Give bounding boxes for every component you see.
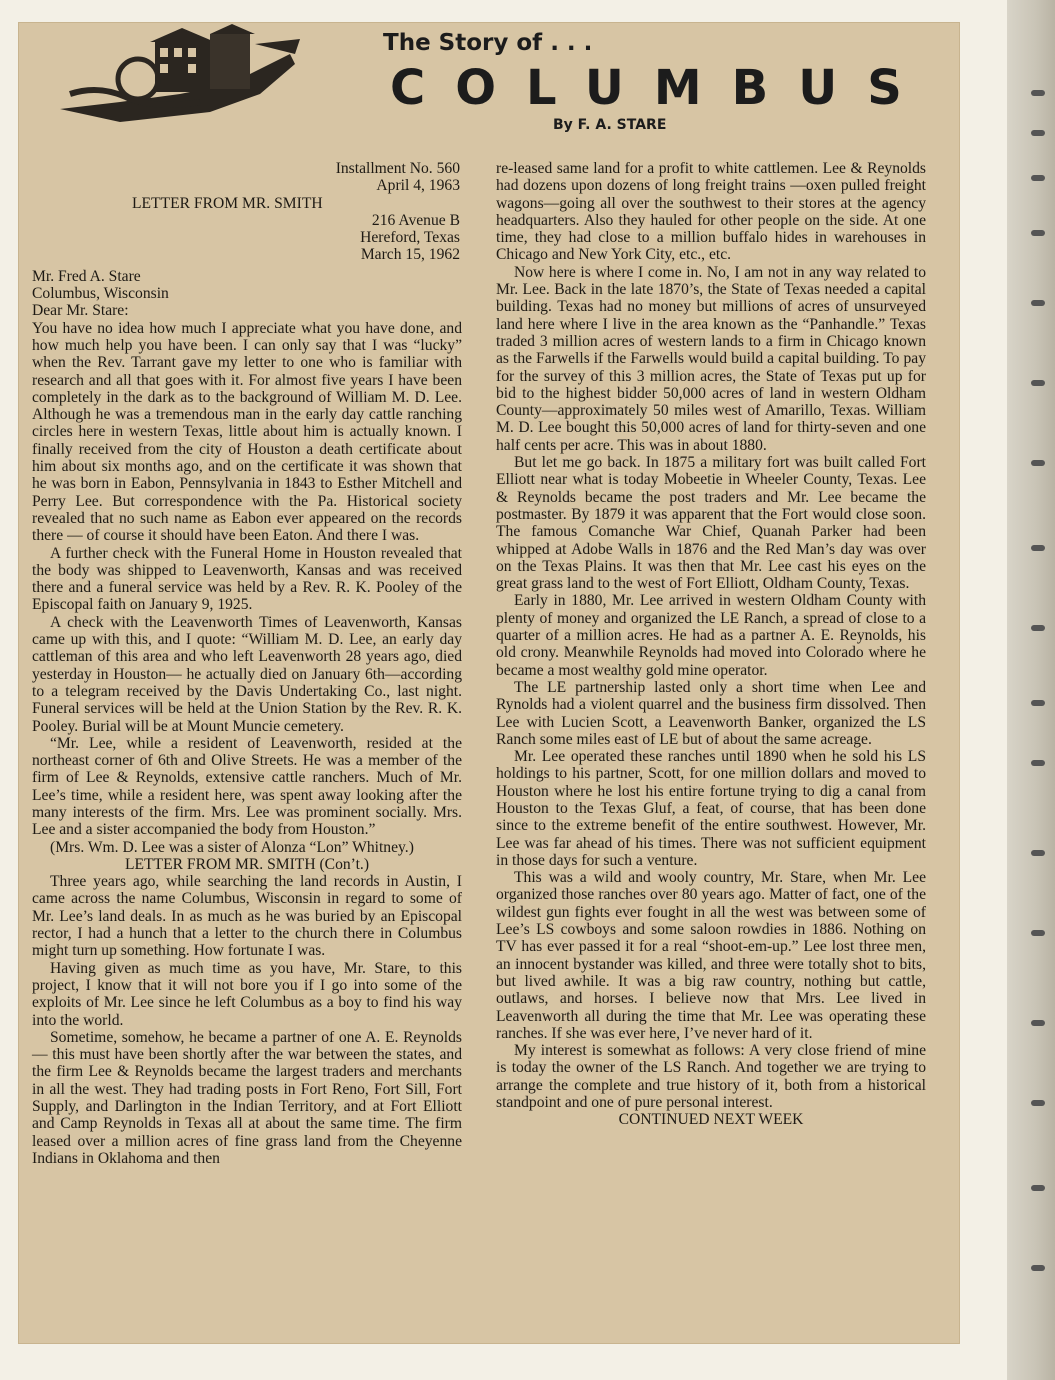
paragraph: “Mr. Lee, while a resident of Leavenworth, resided at the northeast corner of 6th and Olive Streets. He was a member of the firm of Lee & Reynolds, extensive cattle ranchers. Much of Mr. Lee’s time, while a resident here, was spent away looking after the many interests of the firm. Mrs. Lee was prominent socially. Mrs. Lee and a sister accompanied the body from Houston.” <box>32 734 462 839</box>
paragraph: But let me go back. In 1875 a military fort was built called Fort Elliott near what is today Mobeetie in Wheeler County, Texas. Lee & Reynolds became the post traders and Mr. Lee became the postmaster. By 1879 it was apparent that the Fort would close soon. The famous Comanche War Chief, Quanah Parker had been whipped at Adobe Walls in 1876 and the Red Man’s day was over on the Texas Plains. It was then that Mr. Lee cast his eyes on the great grass land to the west of Fort Elliott, Oldham County, Texas. <box>496 454 926 593</box>
binder-edge <box>1007 0 1055 1380</box>
paragraph: re-leased same land for a profit to white cattlemen. Lee & Reynolds had dozens upon dozens of long freight trains —oxen pulled freight wagons—going all over the southwest to their stores at the agency headquarters. Also they hauled for other people on the side. At one time, they had close to a million buffalo hides in warehouses in Chicago and New York City, etc., etc. <box>496 160 926 264</box>
paragraph: Three years ago, while searching the land records in Austin, I came across the name Columbus, Wisconsin in regard to some of Mr. Lee’s land deals. In as much as he was buried by an Episcopal rector, I had a hunch that a letter to the church there in Columbus might turn up something. How fortunate I was. <box>32 873 462 960</box>
paragraph: Mr. Lee operated these ranches until 1890 when he sold his LS holdings to his partner, Scott, for one million dollars and moved to Houston where he lost his entire fortune trying to dig a canal from Houston to the Texas Gluf, a feat, of course, that has been done since to the extreme benefit of the entire southwest. However, Mr. Lee was far ahead of his times. There was not sufficient equipment in those days for such a venture. <box>496 748 926 869</box>
paragraph: My interest is somewhat as follows: A very close friend of mine is today the owner of the LS Ranch. And together we are trying to arrange the complete and true history of it, both from a historical standpoint and one of pure personal interest. <box>496 1042 926 1112</box>
paragraph: Having given as much time as you have, Mr. Stare, to this project, I know that it will not bore you if I go into some of the exploits of Mr. Lee since he left Columbus as a boy to find his way into the world. <box>32 959 462 1029</box>
paragraph: A check with the Leavenworth Times of Leavenworth, Kansas came up with this, and I quote: “William M. D. Lee, an early day cattleman of this area and who left Leavenworth 28 years ago, died yesterday in Houston— he actually died on January 6th—according to a telegram received by the Davis Undertaking Co., last night. Funeral services will be held at the Union Station by the Rev. R. K. Pooley. Burial will be at Mount Muncie cemetery. <box>32 613 462 735</box>
address-line-2: Hereford, Texas <box>360 229 460 247</box>
address-line-3: March 15, 1962 <box>360 246 460 264</box>
paragraph: (Mrs. Wm. D. Lee was a sister of Alonza “Lon” Whitney.) <box>50 838 414 856</box>
paragraph: You have no idea how much I appreciate what you have done, and how much help you have been. I can only say that I was “lucky” when the Rev. Tarrant gave my letter to one who is familiar with research and all that goes with it. For almost five years I have been completely in the dark as to the background of William M. D. Lee. Although he was a tremendous man in the early day cattle ranching circles here in western Texas, little about him is actually known. I finally received from the city of Houston a death certificate about him about six months ago, and on the certificate it was shown that he was born in Eabon, Pennsylvania in 1843 to Esther Mitchell and Perry Lee. But correspondence with the Pa. Historical society revealed that no such name as Eabon ever appeared on the records there — of course it should have been Eaton. And there I was. <box>32 319 462 545</box>
letter-heading-continued: LETTER FROM MR. SMITH (Con’t.) <box>124 855 370 873</box>
installment-number: Installment No. 560 <box>335 160 460 177</box>
mill-illustration <box>60 24 300 124</box>
left-column <box>32 160 462 1167</box>
installment-date: April 4, 1963 <box>376 177 460 195</box>
letter-heading: LETTER FROM MR. SMITH <box>132 194 323 212</box>
right-column <box>496 160 926 1129</box>
salutation: Dear Mr. Stare: <box>32 302 129 320</box>
paragraph: Now here is where I come in. No, I am not in any way related to Mr. Lee. Back in the late 1870’s, the State of Texas needed a capital building. Texas had no money but millions of acres of unsurveyed land here where I live in the area known as the “Panhandle.” Texas traded 3 million acres of western lands to a firm in Chicago known as the Farwells if the Farwells would build a capital building. To pay for the survey of this 3 million acres, the State of Texas put up for bid to the highest bidder 50,000 acres of land in western Oldham County—approximately 50 miles west of Amarillo, Texas. William M. D. Lee bought this 50,000 acres of land for thirty-seven and one half cents per acre. This was in about 1880. <box>496 263 926 454</box>
paragraph: A further check with the Funeral Home in Houston revealed that the body was shipped to Leavenworth, Kansas and was received there and a funeral service was held by a Rev. R. K. Pooley of the Episcopal faith on January 9, 1925. <box>32 544 462 614</box>
paragraph: Sometime, somehow, he became a partner of one A. E. Reynolds — this must have been shortly after the war between the states, and the firm Lee & Reynolds became the largest traders and merchants in all the west. They had trading posts in Fort Reno, Fort Sill, Fort Supply, and Darlington in the Indian Territory, and at Fort Elliott and Camp Reynolds in Texas all at about the same time. The firm leased over a million acres of fine grass land from the Cheyenne Indians in Oklahoma and then <box>32 1028 462 1167</box>
paragraph: The LE partnership lasted only a short time when Lee and Rynolds had a violent quarrel and the business firm dissolved. Then Lee with Lucien Scott, a Leavenworth Banker, organized the LS Ranch some miles east of LE but of about the same acreage. <box>496 678 926 748</box>
story-of-heading: The Story of . . . <box>383 30 593 56</box>
columbus-title: COLUMBUS <box>390 60 932 116</box>
recipient-city: Columbus, Wisconsin <box>32 285 169 303</box>
paragraph: Early in 1880, Mr. Lee arrived in western Oldham County with plenty of money and organized the LE Ranch, a spread of close to a quarter of a million acres. He had as a partner A. E. Reynolds, his old crony. Meanwhile Reynolds had moved into Colorado where he became a most wealthy gold mine operator. <box>496 592 926 679</box>
recipient-name: Mr. Fred A. Stare <box>32 267 141 285</box>
paragraph: This was a wild and wooly country, Mr. Stare, when Mr. Lee organized those ranches over 80 years ago. Matter of fact, one of the wildest gun fights ever fought in all the west was between some of Lee’s LS cowboys and some saloon rowdies in 1886. Nothing on TV has ever passed it for a real “shoot-em-up.” Lee lost three men, an innocent bystander was killed, and three were totally shot to bits, but lived awhile. It was a big raw country, nothing but cattle, outlaws, and horses. I believe now that Mrs. Lee lived in Leavenworth all during the time that Mr. Lee was operating these ranches. If she was ever here, I’ve never hard of it. <box>496 869 926 1042</box>
byline: By F. A. STARE <box>553 117 667 133</box>
continued-next-week: CONTINUED NEXT WEEK <box>618 1111 804 1129</box>
address-line-1: 216 Avenue B <box>371 211 460 229</box>
